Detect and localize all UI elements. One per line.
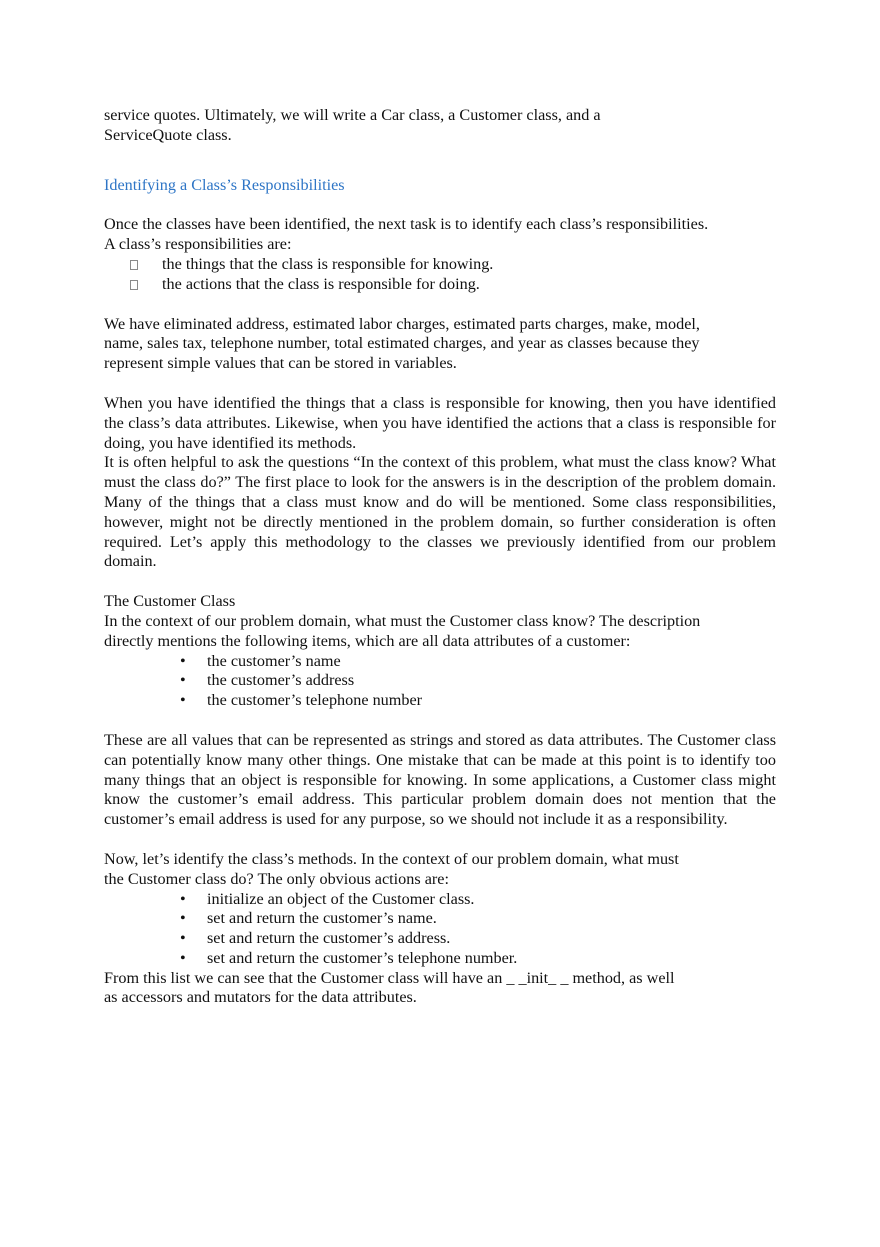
list-item xyxy=(176,909,776,929)
checkbox-glyph-icon xyxy=(130,280,138,290)
customer-attributes-list xyxy=(104,652,776,711)
responsibilities-line-1: Once the classes have been identified, the next task is to identify each class’s responsibilities. xyxy=(104,215,709,234)
bullet-icon: • xyxy=(180,651,186,670)
list-item xyxy=(176,929,776,949)
document-page xyxy=(104,106,776,1008)
list-item-text: set and return the customer’s name. xyxy=(207,909,437,928)
responsibilities-list xyxy=(104,255,776,295)
eliminated-line-3: represent simple values that can be stored in variables. xyxy=(104,354,457,373)
eliminated-line-2: name, sales tax, telephone number, total estimated charges, and year as classes because they xyxy=(104,334,700,353)
customer-line-2: directly mentions the following items, which are all data attributes of a customer: xyxy=(104,631,631,650)
list-item-text: initialize an object of the Customer class. xyxy=(207,889,475,908)
bullet-icon: • xyxy=(180,929,186,948)
bullet-icon: • xyxy=(180,691,186,710)
methods-line-1: Now, let’s identify the class’s methods. In the context of our problem domain, what must xyxy=(104,849,679,868)
checkbox-glyph-icon xyxy=(130,260,138,270)
list-item xyxy=(126,255,776,275)
list-item-text: the things that the class is responsible for knowing. xyxy=(162,254,494,273)
identified-paragraph: When you have identified the things that a class is responsible for knowing, then you have identified the class’s data attributes. Likewise, when you have identified the actions that a class is responsible for doing, you have identified its methods. xyxy=(104,393,776,452)
list-item xyxy=(176,890,776,910)
customer-line-1: In the context of our problem domain, what must the Customer class know? The description xyxy=(104,611,701,630)
strings-paragraph: These are all values that can be represented as strings and stored as data attributes. The Customer class can potentially know many other things. One mistake that can be made at this point is to identify too many things that an object is responsible for knowing. In some applications, a Customer class might know the customer’s email address. This particular problem domain does not mention that the customer’s email address is used for any purpose, so we should not include it as a responsibility. xyxy=(104,730,776,829)
customer-class-title: The Customer Class xyxy=(104,592,236,611)
list-item-text: set and return the customer’s telephone number. xyxy=(207,948,518,967)
list-item xyxy=(176,671,776,691)
bullet-icon: • xyxy=(180,948,186,967)
questions-paragraph: It is often helpful to ask the questions “In the context of this problem, what must the class know? What must the class do?” The first place to look for the answers is in the description of the problem domain. Many of the things that a class must know and do will be mentioned. Some class responsibilities, however, might not be directly mentioned in the problem domain, so further consideration is often required. Let’s apply this methodology to the classes we previously identified from our problem domain. xyxy=(104,453,776,571)
intro-line-2: ServiceQuote class. xyxy=(104,125,232,144)
bullet-icon: • xyxy=(180,909,186,928)
customer-actions-list xyxy=(104,890,776,969)
intro-line-1: service quotes. Ultimately, we will write a Car class, a Customer class, and a xyxy=(104,106,601,124)
list-item xyxy=(176,652,776,672)
bullet-icon: • xyxy=(180,671,186,690)
bullet-icon: • xyxy=(180,889,186,908)
methods-line-2: the Customer class do? The only obvious actions are: xyxy=(104,869,449,888)
list-item-text: set and return the customer’s address. xyxy=(207,929,451,948)
methods-conclusion-2: as accessors and mutators for the data attributes. xyxy=(104,988,417,1007)
list-item-text: the actions that the class is responsible for doing. xyxy=(162,274,480,293)
list-item xyxy=(126,275,776,295)
eliminated-line-1: We have eliminated address, estimated labor charges, estimated parts charges, make, model, xyxy=(104,314,700,333)
responsibilities-line-2: A class’s responsibilities are: xyxy=(104,235,292,254)
list-item-text: the customer’s address xyxy=(207,671,355,690)
list-item xyxy=(176,691,776,711)
list-item-text: the customer’s telephone number xyxy=(207,691,423,710)
section-heading: Identifying a Class’s Responsibilities xyxy=(104,175,345,194)
list-item-text: the customer’s name xyxy=(207,651,341,670)
methods-conclusion-1: From this list we can see that the Customer class will have an _ _init_ _ method, as well xyxy=(104,968,675,987)
list-item xyxy=(176,949,776,969)
